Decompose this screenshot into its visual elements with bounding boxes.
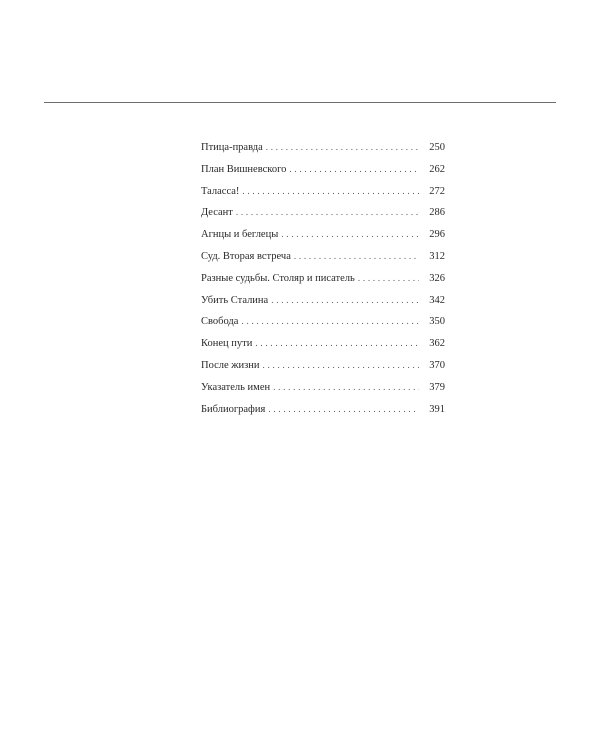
toc-entry-page: 312 bbox=[429, 250, 445, 262]
toc-dot-leader bbox=[266, 141, 419, 153]
toc-dot-leader bbox=[289, 163, 419, 175]
toc-entry-page: 370 bbox=[429, 359, 445, 371]
toc-dot-leader bbox=[242, 185, 419, 197]
toc-entry-title: После жизни bbox=[201, 359, 260, 371]
toc-entry-title: Конец пути bbox=[201, 338, 253, 350]
toc-entry-title: Суд. Вторая встреча bbox=[201, 250, 291, 262]
toc-entry-page: 250 bbox=[429, 142, 445, 153]
toc-dot-leader bbox=[358, 272, 419, 284]
toc-dot-leader bbox=[273, 381, 419, 393]
header-rule bbox=[44, 102, 556, 103]
toc-entry-page: 272 bbox=[429, 185, 445, 197]
toc-entry bbox=[201, 228, 445, 250]
toc-entry-title: Свобода bbox=[201, 316, 239, 328]
toc-dot-leader bbox=[263, 359, 419, 371]
toc-entry bbox=[201, 272, 445, 294]
toc-entry-title: Разные судьбы. Столяр и писатель bbox=[201, 272, 355, 284]
toc-entry-page: 326 bbox=[429, 272, 445, 284]
toc-dot-leader bbox=[268, 403, 419, 415]
toc-entry-title: Агнцы и беглецы bbox=[201, 229, 279, 241]
toc-entry-title: План Вишневского bbox=[201, 163, 287, 175]
toc-entry bbox=[201, 294, 445, 316]
toc-dot-leader bbox=[236, 206, 419, 218]
toc-entry-page: 342 bbox=[429, 294, 445, 306]
toc-entry bbox=[201, 337, 445, 359]
toc-entry bbox=[201, 185, 445, 207]
toc-entry bbox=[201, 315, 445, 337]
toc-entry bbox=[201, 359, 445, 381]
toc-entry bbox=[201, 403, 445, 425]
toc-dot-leader bbox=[281, 228, 419, 240]
toc-entry-title: Указатель имен bbox=[201, 381, 271, 393]
toc-entry-page: 350 bbox=[429, 316, 445, 328]
toc-entry-title: Таласса! bbox=[201, 185, 240, 197]
toc-entry-page: 362 bbox=[429, 338, 445, 350]
toc-entry-title: Десант bbox=[201, 207, 233, 219]
toc-entry-page: 286 bbox=[429, 207, 445, 219]
toc-entry-title: Птица-правда bbox=[201, 142, 263, 153]
toc-entry bbox=[201, 163, 445, 185]
toc-entry-page: 296 bbox=[429, 229, 445, 241]
table-of-contents bbox=[201, 141, 445, 424]
toc-entry-page: 262 bbox=[429, 163, 445, 175]
toc-entry bbox=[201, 141, 445, 163]
toc-dot-leader bbox=[294, 250, 419, 262]
toc-entry bbox=[201, 250, 445, 272]
toc-dot-leader bbox=[241, 315, 419, 327]
toc-dot-leader bbox=[271, 294, 419, 306]
toc-entry bbox=[201, 206, 445, 228]
toc-entry-title: Библиография bbox=[201, 403, 266, 415]
toc-entry-title: Убить Сталина bbox=[201, 294, 269, 306]
toc-entry-page: 391 bbox=[429, 403, 445, 415]
toc-entry-page: 379 bbox=[429, 381, 445, 393]
toc-entry bbox=[201, 381, 445, 403]
toc-dot-leader bbox=[255, 337, 419, 349]
